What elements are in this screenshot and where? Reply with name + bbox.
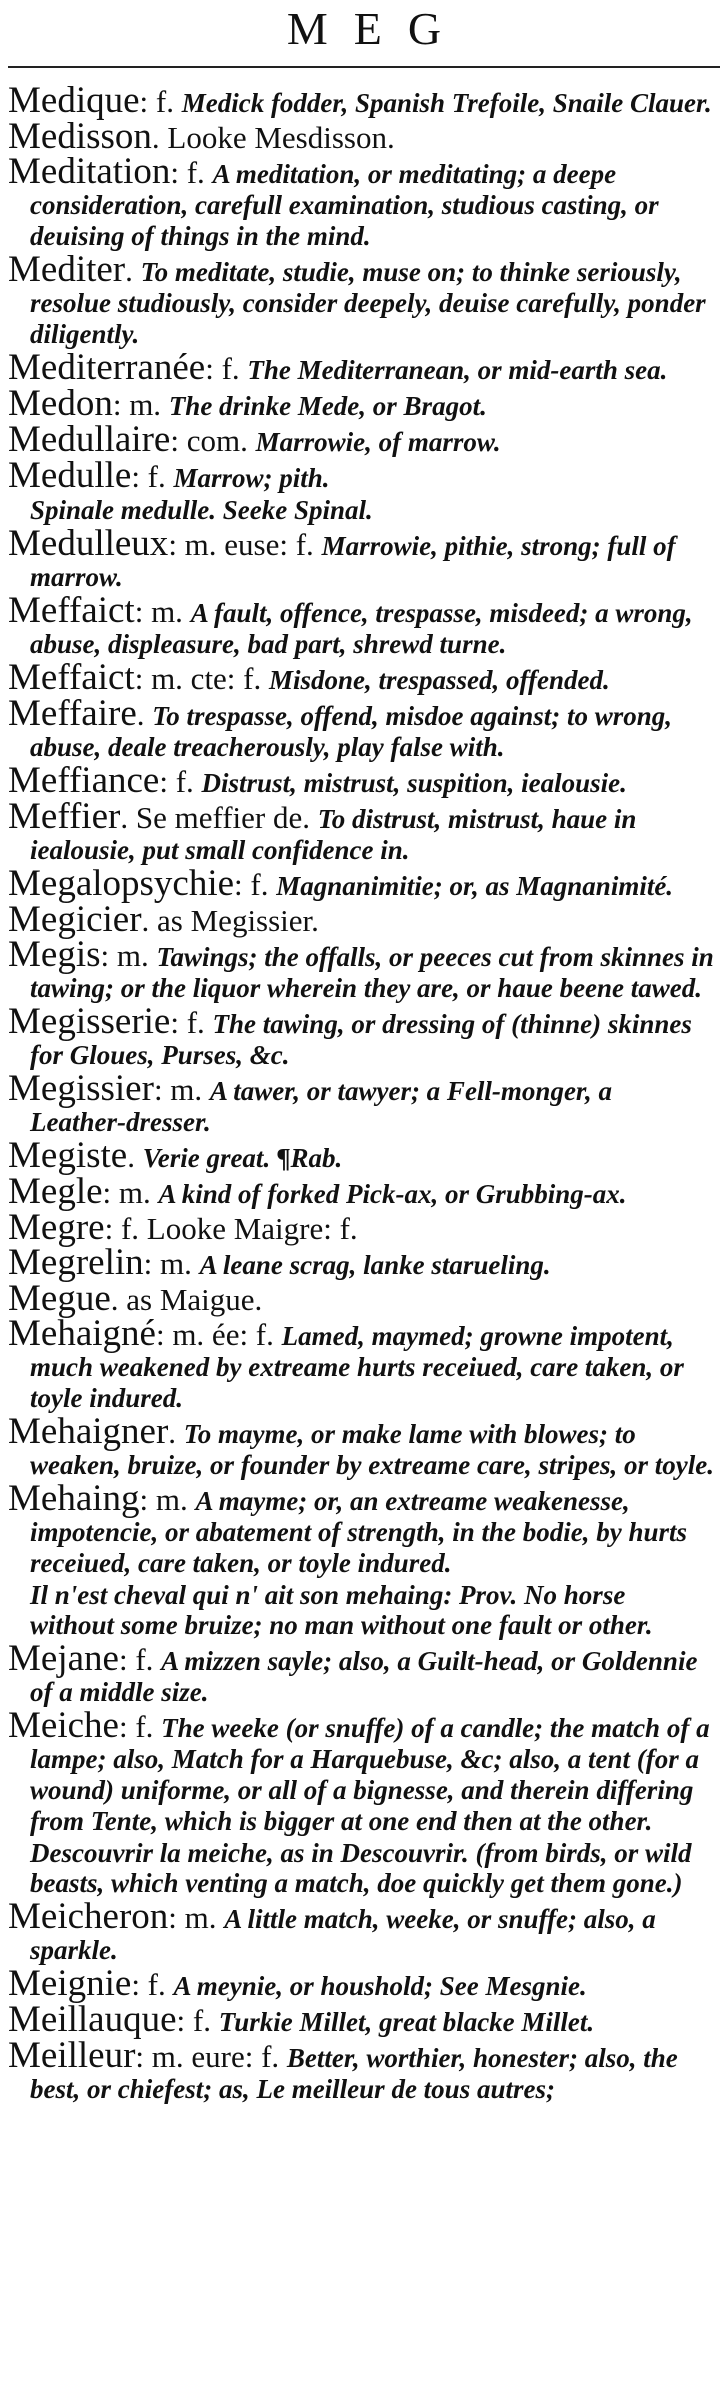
headword: Medulleux xyxy=(8,523,169,564)
dictionary-entry xyxy=(8,116,714,157)
grammar-note: . xyxy=(136,697,153,732)
grammar-note: . as Megissier. xyxy=(141,903,319,938)
headword: Meffier xyxy=(8,796,121,837)
grammar-note: : m. xyxy=(153,1072,210,1107)
definition: To trespasse, offend, misdoe against; to wrong, abuse, deale treacherously, play false with. xyxy=(30,701,673,762)
headword: Megicier xyxy=(8,899,142,940)
sub-entry: Spinale medulle. Seeke Spinal. xyxy=(30,495,373,525)
definition: Marrow; pith. xyxy=(173,463,330,493)
dictionary-entry xyxy=(8,1705,714,1898)
dictionary-entry xyxy=(8,455,714,525)
headword: Meditation xyxy=(8,151,171,192)
definition: To mayme, or make lame with blowes; to weaken, bruize, or founder by extreame care, stripes, or toyle. xyxy=(30,1419,714,1480)
grammar-note: : m. eure: f. xyxy=(135,2039,287,2074)
dictionary-entry xyxy=(8,1411,714,1480)
grammar-note: : m. xyxy=(168,1900,225,1935)
dictionary-entry xyxy=(8,1478,714,1640)
definition: Lamed, maymed; growne impotent, much weakened by extreame hurts receiued, care taken, or toyle indured. xyxy=(30,1321,684,1413)
headword: Mediter xyxy=(8,249,126,290)
definition: Magnanimitie; or, as Magnanimité. xyxy=(276,871,674,901)
headword: Megue xyxy=(8,1278,111,1319)
grammar-note: : m. cte: f. xyxy=(134,661,269,696)
definition: Distrust, mistrust, suspition, iealousie. xyxy=(201,768,627,798)
grammar-note: : f. xyxy=(118,1709,162,1744)
definition: A meditation, or meditating; a deepe consideration, carefull examination, studious casting, or deuising of things in the mind. xyxy=(30,159,659,251)
definition: Turkie Millet, great blacke Millet. xyxy=(218,2007,595,2037)
headword: Meffaict xyxy=(8,657,135,698)
grammar-note: : m. xyxy=(143,1246,200,1281)
dictionary-entry xyxy=(8,419,714,460)
definition: To meditate, studie, muse on; to thinke seriously, resolue studiously, consider deepely, deuise carefully, ponder diligently. xyxy=(30,257,706,349)
grammar-note: : m. xyxy=(102,1175,159,1210)
grammar-note: : m. xyxy=(139,1482,196,1517)
grammar-note: : f. xyxy=(159,764,202,799)
dictionary-entry xyxy=(8,523,714,592)
dictionary-entry xyxy=(8,657,714,698)
grammar-note: : m. ée: f. xyxy=(155,1317,282,1352)
dictionary-entry xyxy=(8,1068,714,1137)
headword: Mehaigner xyxy=(8,1411,169,1452)
headword: Meffaict xyxy=(8,590,135,631)
dictionary-entry xyxy=(8,80,714,121)
dictionary-entry xyxy=(8,899,714,940)
grammar-note: : f. xyxy=(170,1005,213,1040)
definition: Medick fodder, Spanish Trefoile, Snaile Clauer. xyxy=(181,88,712,118)
dictionary-entry xyxy=(8,1313,714,1413)
header-rule xyxy=(8,66,720,68)
definition: A tawer, or tawyer; a Fell-monger, a Leather-dresser. xyxy=(30,1076,612,1137)
definition: The drinke Mede, or Bragot. xyxy=(168,391,487,421)
headword: Medullaire xyxy=(8,419,171,460)
headword: Medulle xyxy=(8,455,132,496)
definition: The tawing, or dressing of (thinne) skinnes for Gloues, Purses, &c. xyxy=(30,1009,692,1070)
dictionary-entry xyxy=(8,1171,714,1212)
dictionary-entry xyxy=(8,1207,714,1248)
headword: Meilleur xyxy=(8,2035,136,2076)
grammar-note: : f. xyxy=(205,351,248,386)
grammar-note: : m. xyxy=(112,387,169,422)
headword: Meicheron xyxy=(8,1896,169,1937)
definition: A leane scrag, lanke starueling. xyxy=(199,1250,551,1280)
grammar-note: . xyxy=(168,1415,184,1450)
grammar-note: : f. xyxy=(131,459,174,494)
definition: Misdone, trespassed, offended. xyxy=(269,665,610,695)
definition: A little match, weeke, or snuffe; also, a sparkle. xyxy=(30,1904,656,1965)
headword: Megissier xyxy=(8,1068,154,1109)
headword: Mehaigné xyxy=(8,1313,156,1354)
dictionary-entry xyxy=(8,151,714,251)
grammar-note: . as Maigue. xyxy=(110,1282,263,1317)
grammar-note: : f. xyxy=(118,1642,162,1677)
dictionary-entry xyxy=(8,1278,714,1319)
grammar-note: : m. xyxy=(134,594,191,629)
headword: Mediterranée xyxy=(8,347,206,388)
headword: Medique xyxy=(8,80,140,121)
dictionary-entry xyxy=(8,347,714,388)
grammar-note: : com. xyxy=(170,423,256,458)
grammar-note: . xyxy=(127,1139,143,1174)
headword: Megre xyxy=(8,1207,105,1248)
grammar-note: . Se meffier de. xyxy=(120,800,318,835)
dictionary-entry xyxy=(8,1135,714,1176)
headword: Megle xyxy=(8,1171,103,1212)
grammar-note: : f. xyxy=(139,84,182,119)
sub-entry: Descouvrir la meiche, as in Descouvrir. (from birds, or wild beasts, which venting a match, doe quickly get them gone.) xyxy=(30,1838,692,1898)
page-header xyxy=(0,0,728,58)
dictionary-entry xyxy=(8,1001,714,1070)
dictionary-entry xyxy=(8,1638,714,1707)
definition: A mizzen sayle; also, a Guilt-head, or Goldennie of a middle size. xyxy=(30,1646,698,1707)
headword: Megalopsychie xyxy=(8,863,235,904)
headword: Megisserie xyxy=(8,1001,171,1042)
definition: The weeke (or snuffe) of a candle; the match of a lampe; also, Match for a Harquebuse, &c; also, a tent (for a wound) uniforme, or all of a bignesse, and therein differing from Tente, which is bigger at one end then at the other. xyxy=(30,1713,710,1836)
definition: A fault, offence, trespasse, misdeed; a wrong, abuse, displeasure, bad part, shrewd turne. xyxy=(30,598,693,659)
dictionary-entry xyxy=(8,383,714,424)
grammar-note: . Looke Mesdisson. xyxy=(151,120,395,155)
definition: Verie great. ¶Rab. xyxy=(142,1143,343,1173)
dictionary-entry xyxy=(8,590,714,659)
grammar-note: : f. xyxy=(176,2003,219,2038)
dictionary-entry xyxy=(8,693,714,762)
definition: A kind of forked Pick-ax, or Grubbing-ax. xyxy=(158,1179,627,1209)
headword: Megis xyxy=(8,934,101,975)
dictionary-entry xyxy=(8,863,714,904)
dictionary-entry xyxy=(8,249,714,349)
grammar-note: : f. xyxy=(170,155,213,190)
dictionary-entry xyxy=(8,796,714,865)
headword: Meffiance xyxy=(8,760,160,801)
definition: To distrust, mistrust, haue in iealousie, put small confidence in. xyxy=(30,804,637,865)
grammar-note: : m. euse: f. xyxy=(168,527,322,562)
headword: Megiste xyxy=(8,1135,128,1176)
headword: Medisson xyxy=(8,116,152,157)
definition: The Mediterranean, or mid-earth sea. xyxy=(247,355,668,385)
definition: A meynie, or houshold; See Mesgnie. xyxy=(173,1971,587,2001)
headword: Mejane xyxy=(8,1638,119,1679)
dictionary-entry xyxy=(8,934,714,1003)
headword: Meignie xyxy=(8,1963,132,2004)
headword: Megrelin xyxy=(8,1242,144,1283)
definition: Marrowie, of marrow. xyxy=(255,427,501,457)
dictionary-entries xyxy=(8,80,714,2104)
dictionary-entry xyxy=(8,2035,714,2104)
dictionary-entry xyxy=(8,1999,714,2040)
definition: Tawings; the offalls, or peeces cut from skinnes in tawing; or the liquor wherein they are, or haue beene tawed. xyxy=(30,942,714,1003)
headword: Mehaing xyxy=(8,1478,140,1519)
grammar-note: : m. xyxy=(100,938,157,973)
headword: Medon xyxy=(8,383,113,424)
dictionary-entry xyxy=(8,760,714,801)
dictionary-entry xyxy=(8,1896,714,1965)
definition: A mayme; or, an extreame weakenesse, impotencie, or abatement of strength, in the bodie, by hurts receiued, care taken, or toyle indured. xyxy=(30,1486,688,1578)
dictionary-entry xyxy=(8,1963,714,2004)
grammar-note: . xyxy=(125,253,141,288)
grammar-note: : f. Looke Maigre: f. xyxy=(104,1211,358,1246)
definition: Better, worthier, honester; also, the best, or chiefest; as, Le meilleur de tous autres; xyxy=(30,2043,678,2104)
grammar-note: : f. xyxy=(234,867,277,902)
sub-entry: Il n'est cheval qui n' ait son mehaing: Prov. No horse without some bruize; no man without one fault or other. xyxy=(30,1580,653,1640)
dictionary-entry xyxy=(8,1242,714,1283)
header-title: MEG xyxy=(286,3,468,54)
grammar-note: : f. xyxy=(131,1967,174,2002)
definition: Marrowie, pithie, strong; full of marrow. xyxy=(30,531,676,592)
headword: Meffaire xyxy=(8,693,137,734)
headword: Meillauque xyxy=(8,1999,177,2040)
headword: Meiche xyxy=(8,1705,119,1746)
